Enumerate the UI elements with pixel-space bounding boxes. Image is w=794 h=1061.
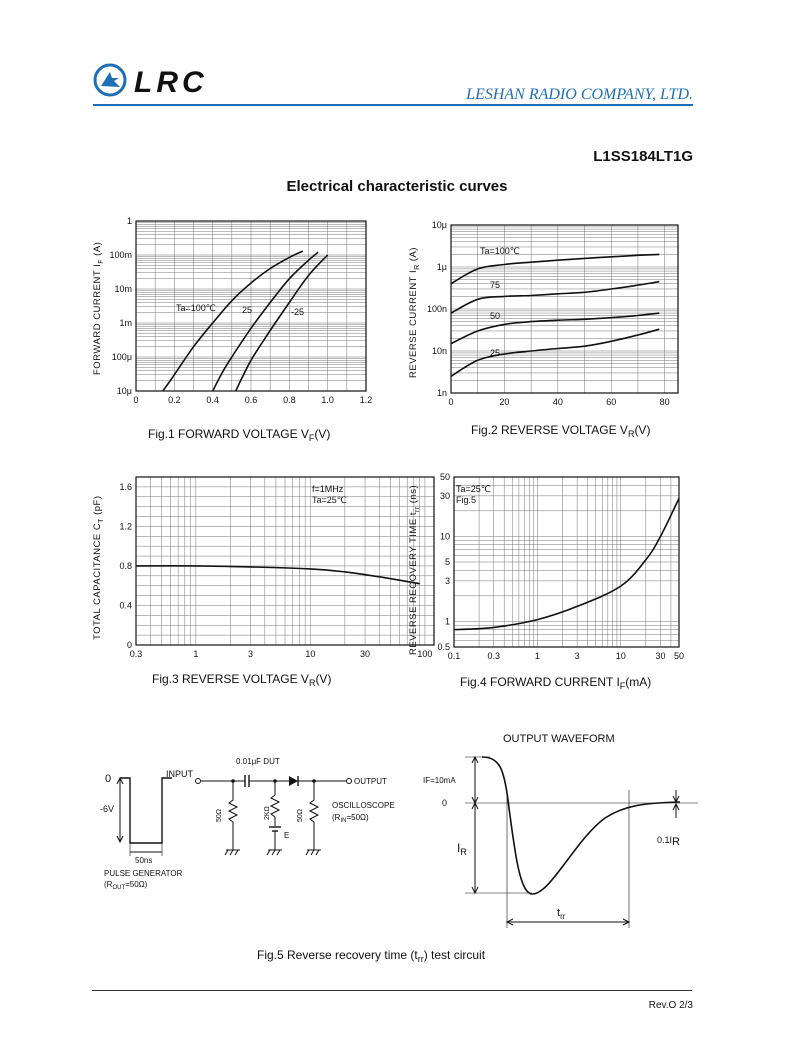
fig3-caption-tail: (V) <box>315 672 332 686</box>
series-line-1 <box>213 252 318 391</box>
fig2-y-label-main: REVERSE CURRENT I <box>408 269 419 378</box>
fig1-caption-main: Fig.1 FORWARD VOLTAGE V <box>148 427 309 441</box>
y-tick-label: 10μ <box>116 386 132 396</box>
x-tick-label: 100 <box>417 649 433 659</box>
footer-divider <box>92 990 692 991</box>
y-tick-label: 0.8 <box>119 560 132 571</box>
cap-label: 0.01μF DUT <box>236 757 280 766</box>
point1-main: 0.1I <box>657 835 673 845</box>
part-number: L1SS184LT1G <box>593 148 693 165</box>
series-line-0 <box>454 498 679 629</box>
fig4-y-axis-label <box>408 485 421 655</box>
fig3-xticks <box>130 649 433 659</box>
logo-text: LRC <box>134 66 208 99</box>
ir-label <box>457 841 467 857</box>
page-title: Electrical characteristic curves <box>286 178 508 195</box>
y-tick-label: 10m <box>114 284 132 294</box>
fig5-caption-svg <box>200 943 600 967</box>
fig2-label-100: Ta=100℃ <box>480 246 520 256</box>
fig3-caption-sub: R <box>308 678 316 688</box>
output-label: OUTPUT <box>354 777 387 786</box>
diode-icon <box>289 776 298 786</box>
fig2-y-axis-label <box>408 247 421 378</box>
y-tick-label: 5 <box>444 557 450 567</box>
fig3-y-label-tail: (pF) <box>92 495 103 519</box>
x-tick-label: 3 <box>248 649 254 659</box>
y-tick-label: 30 <box>439 490 450 501</box>
y-tick-label: 1 <box>126 216 132 226</box>
x-tick-label: 20 <box>499 397 510 407</box>
fig4-grid <box>454 477 679 647</box>
fig2-label-50: 50 <box>490 311 501 321</box>
fig2-yticks <box>427 220 447 398</box>
pulse-waveform <box>120 778 172 843</box>
y-tick-label: 1.6 <box>119 481 132 492</box>
fig2-caption-sub: R <box>627 429 635 439</box>
series-line-0 <box>163 251 303 391</box>
fig3-label-temp: Ta=25℃ <box>312 495 347 505</box>
fig5-test-circuit <box>90 750 420 900</box>
trr-label <box>557 907 566 921</box>
fig4-label-ref: Fig.5 <box>456 495 477 505</box>
pulse-width-label: 50ns <box>135 856 153 865</box>
fig4-y-label-tail: (ns) <box>408 484 419 507</box>
x-tick-label: 80 <box>659 397 670 407</box>
osc-impedance <box>332 813 369 824</box>
gen-imp-sub: OUT <box>112 885 126 891</box>
r2-label: 2KΩ <box>264 806 271 820</box>
fig4-caption-tail: (mA) <box>625 675 652 689</box>
y-tick-label: 100n <box>426 304 447 314</box>
fig2-caption-tail: (V) <box>634 423 651 437</box>
ground-2-icon <box>267 850 282 855</box>
series-line-0 <box>136 566 420 584</box>
company-logo <box>92 60 232 100</box>
fig1-label-25: 25 <box>242 305 253 315</box>
ground-3-icon <box>306 850 321 855</box>
fig4-caption <box>460 675 651 691</box>
x-tick-label: 0.8 <box>283 395 296 405</box>
x-tick-label: 0 <box>448 397 454 407</box>
fig1-caption <box>148 427 330 443</box>
y-tick-label: 1 <box>444 616 450 627</box>
resistor-2 <box>271 781 279 826</box>
fig4-y-label-sub: rr <box>414 506 421 513</box>
fig1-curves <box>163 251 328 391</box>
fig4-yticks <box>437 472 450 652</box>
fig1-forward-voltage-chart <box>80 210 390 450</box>
fig5-caption-tail: ) test circuit <box>423 948 486 962</box>
fig1-xticks <box>133 395 372 405</box>
point1-sub: R <box>672 836 680 848</box>
gen-zero-label: 0 <box>105 773 112 785</box>
fig3-curves <box>136 566 420 584</box>
fig4-recovery-time-chart <box>400 465 700 695</box>
x-tick-label: 30 <box>655 651 666 661</box>
if-label: IF=10mA <box>423 776 456 785</box>
x-tick-label: 10 <box>615 651 626 661</box>
x-tick-label: 10 <box>305 649 316 659</box>
x-tick-label: 0.1 <box>447 651 461 661</box>
x-tick-label: 1 <box>534 651 540 661</box>
x-tick-label: 0.2 <box>168 395 181 405</box>
gen-neg-label: -6V <box>100 804 115 814</box>
osc-title: OSCILLOSCOPE <box>332 801 395 810</box>
fig4-label-temp: Ta=25℃ <box>456 484 491 494</box>
fig1-label-100: Ta=100℃ <box>176 303 216 313</box>
x-tick-label: 50 <box>673 651 685 661</box>
y-tick-label: 1μ <box>436 262 447 272</box>
x-tick-label: 3 <box>574 651 580 661</box>
input-terminal <box>196 779 201 784</box>
x-tick-label: 40 <box>552 397 563 407</box>
fig5-caption <box>257 948 486 964</box>
fig3-y-label-main: TOTAL CAPACITANCE C <box>92 522 103 640</box>
y-tick-label: 50 <box>439 472 450 482</box>
fig1-y-label-sub: F <box>98 258 105 264</box>
fig2-label-75: 75 <box>490 280 501 290</box>
resistor-3 <box>310 781 318 850</box>
fig5-caption-main: Fig.5 Reverse recovery time (t <box>257 948 418 962</box>
series-line-1 <box>451 282 659 314</box>
fig1-y-axis-label <box>92 242 105 375</box>
logo-wing-icon <box>101 72 120 87</box>
y-tick-label: 1.2 <box>119 521 132 532</box>
y-tick-label: 10 <box>439 531 450 542</box>
ir-main: I <box>457 841 461 855</box>
fig2-y-label-sub: R <box>414 264 421 270</box>
zero-label: 0 <box>442 798 448 808</box>
x-tick-label: 0.3 <box>487 651 501 661</box>
trr-main: t <box>557 907 561 919</box>
fig4-y-label-main: REVERSE RECOVERY TIME t <box>408 512 419 655</box>
fig3-grid <box>136 477 434 645</box>
fig2-caption-main: Fig.2 REVERSE VOLTAGE V <box>471 423 628 437</box>
y-tick-label: 1m <box>119 318 132 328</box>
e-label: E <box>284 831 290 840</box>
fig2-label-25: 25 <box>490 348 501 358</box>
gen-impedance <box>104 880 148 891</box>
y-tick-label: 10n <box>431 346 447 356</box>
output-terminal <box>347 779 352 784</box>
y-tick-label: 1n <box>436 388 447 398</box>
osc-imp-sub: IN <box>340 818 347 824</box>
y-tick-label: 100m <box>109 250 132 260</box>
x-tick-label: 60 <box>606 397 617 407</box>
fig2-caption <box>471 423 650 439</box>
fig3-caption-main: Fig.3 REVERSE VOLTAGE V <box>152 672 309 686</box>
x-tick-label: 1.2 <box>359 395 373 405</box>
waveform-title: OUTPUT WAVEFORM <box>503 733 615 745</box>
gen-imp-post: =50Ω) <box>125 880 148 889</box>
fig3-caption <box>152 672 331 688</box>
header-divider <box>93 104 693 106</box>
series-line-2 <box>451 313 659 344</box>
company-name: LESHAN RADIO COMPANY, LTD. <box>466 86 693 103</box>
y-tick-label: 100μ <box>111 352 132 362</box>
fig3-label-freq: f=1MHz <box>312 484 344 494</box>
fig5-caption-sub: rr <box>417 954 424 964</box>
fig2-reverse-current-chart <box>400 210 700 450</box>
x-tick-label: 1.0 <box>321 395 334 405</box>
fig4-caption-main: Fig.4 FORWARD CURRENT I <box>460 675 620 689</box>
fig1-caption-tail: (V) <box>314 427 331 441</box>
x-tick-label: 0.4 <box>206 395 219 405</box>
r1-label: 50Ω <box>216 808 223 822</box>
fig4-xticks <box>448 651 684 661</box>
resistor-1 <box>229 781 237 850</box>
fig3-yticks <box>119 482 132 650</box>
fig1-caption-sub: F <box>308 433 315 443</box>
osc-imp-post: =50Ω) <box>346 813 369 822</box>
fig4-curves <box>454 498 679 629</box>
trr-sub: rr <box>560 912 566 921</box>
y-tick-label: 0 <box>126 640 132 650</box>
r3-label: 50Ω <box>297 808 304 822</box>
fig1-y-label-main: FORWARD CURRENT I <box>92 263 103 375</box>
y-tick-label: 0.4 <box>119 600 132 611</box>
fig1-yticks <box>109 216 132 396</box>
fig4-caption-sub: F <box>619 681 626 691</box>
x-tick-label: 0 <box>133 395 139 405</box>
point1-label <box>657 835 680 848</box>
y-tick-label: 3 <box>444 575 450 586</box>
y-tick-label: 10μ <box>431 220 447 230</box>
gen-title: PULSE GENERATOR <box>104 869 183 878</box>
y-tick-label: 0.5 <box>437 642 450 652</box>
x-tick-label: 30 <box>360 649 371 659</box>
ir-sub: R <box>460 847 467 857</box>
revision-label: Rev.O 2/3 <box>648 1000 693 1011</box>
x-tick-label: 0.6 <box>244 395 258 405</box>
output-waveform <box>420 730 700 940</box>
fig3-y-axis-label <box>92 495 105 640</box>
ground-1-icon <box>225 850 240 855</box>
waveform-curve <box>482 757 680 894</box>
gen-imp-pre: (R <box>104 880 113 889</box>
fig3-y-label-sub: T <box>98 518 105 523</box>
x-tick-label: 0.3 <box>129 649 143 659</box>
input-label: INPUT <box>166 769 193 779</box>
fig2-y-label-tail: (A) <box>408 247 419 265</box>
fig2-xticks <box>448 397 669 407</box>
x-tick-label: 1 <box>193 649 199 659</box>
osc-imp-pre: (R <box>332 813 341 822</box>
fig1-y-label-tail: (A) <box>92 241 103 259</box>
fig1-label-minus25: -25 <box>291 307 305 317</box>
